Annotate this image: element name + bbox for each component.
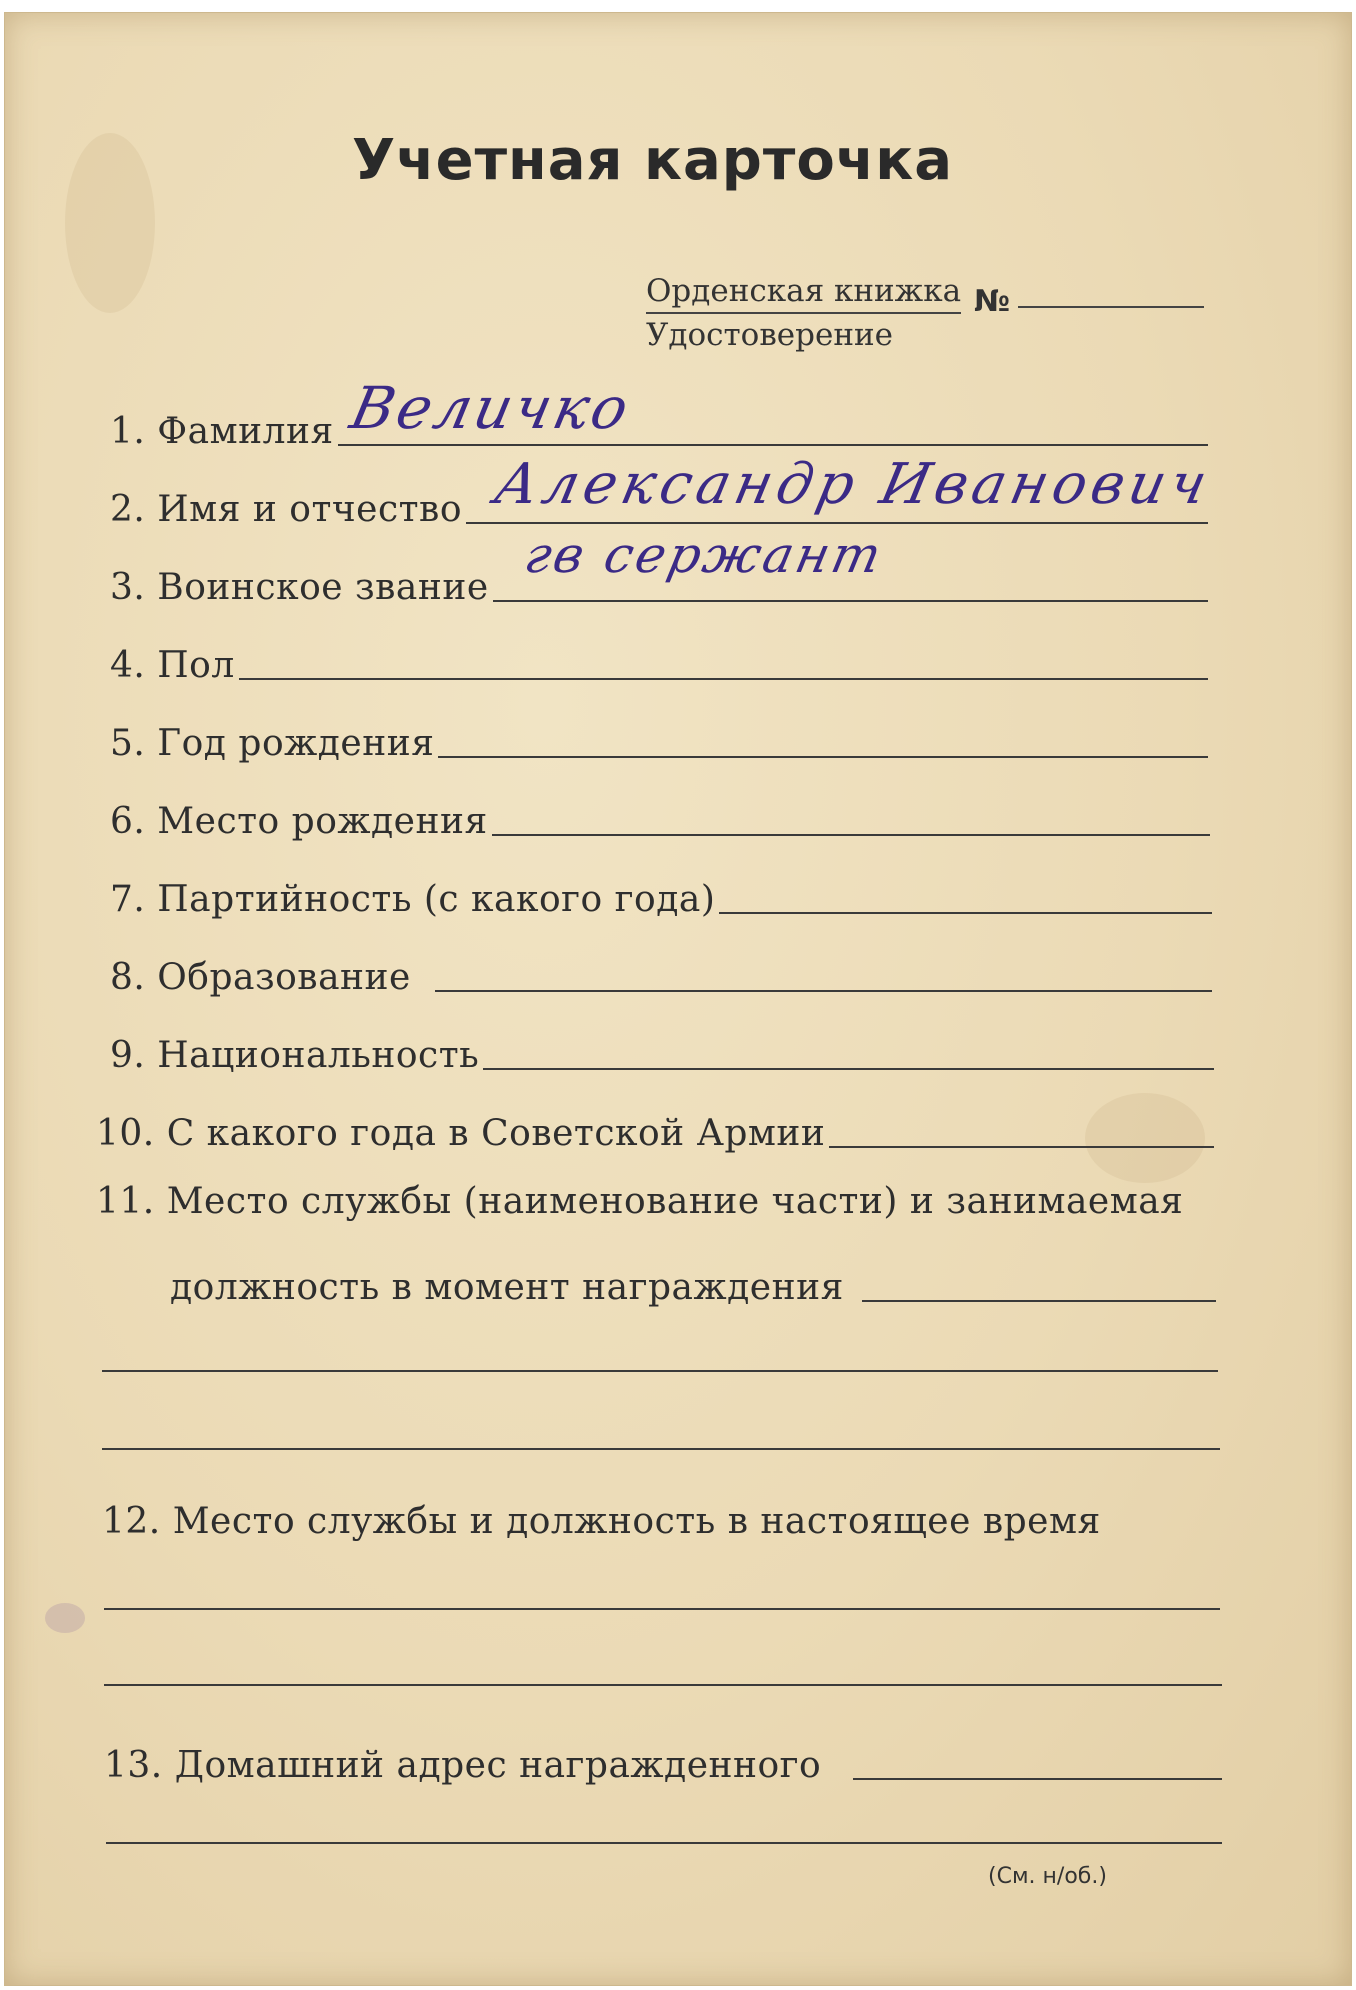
field-current-service-blank-2 (104, 1682, 1222, 1686)
field-nationality-label: 9. Национальность (110, 1035, 480, 1076)
paper-stain (45, 1603, 85, 1633)
field-service-award-label-line1: 11. Место службы (наименование части) и занимаемая (96, 1181, 1184, 1222)
field-birth-place-label: 6. Место рождения (110, 801, 488, 842)
field-sex-line (239, 676, 1208, 680)
number-sign: № (974, 284, 1011, 319)
field-education (110, 948, 1212, 998)
field-home-address-blank (106, 1840, 1222, 1844)
field-birth-place-line (492, 832, 1210, 836)
field-surname (110, 402, 1208, 452)
field-birth-year (110, 714, 1208, 764)
field-military-rank-label: 3. Воинское звание (110, 567, 489, 608)
field-name-patronymic-line (466, 520, 1208, 524)
document-type-block (646, 270, 961, 356)
handwritten-surname: Величко (344, 374, 638, 442)
field-home-address-label: 13. Домашний адрес награжденного (104, 1745, 822, 1786)
field-sex (110, 636, 1208, 686)
document-type-certificate: Удостоверение (646, 317, 893, 353)
field-military-rank-line (493, 598, 1208, 602)
handwritten-military-rank: гв сержант (519, 526, 890, 584)
field-party-label: 7. Партийность (с какого года) (110, 879, 716, 920)
field-home-address (104, 1736, 1222, 1786)
document-type-order-book: Орденская книжка (646, 270, 961, 314)
field-army-since-label: 10. С какого года в Советской Армии (96, 1113, 826, 1154)
number-blank-line (1018, 306, 1204, 308)
field-army-since-line (829, 1144, 1214, 1148)
field-nationality (110, 1026, 1214, 1076)
field-army-since (96, 1104, 1214, 1154)
field-birth-year-line (438, 754, 1208, 758)
field-birth-place (110, 792, 1210, 842)
field-current-service-blank-1 (104, 1606, 1220, 1610)
field-birth-year-label: 5. Год рождения (110, 723, 435, 764)
field-education-label: 8. Образование (110, 957, 411, 998)
field-current-service-label: 12. Место службы и должность в настоящее время (102, 1501, 1101, 1542)
field-service-award-blank-1 (102, 1368, 1218, 1372)
field-home-address-line (853, 1776, 1222, 1780)
paper-stain (65, 133, 155, 313)
card-title: Учетная карточка (352, 128, 954, 193)
field-name-patronymic-label: 2. Имя и отчество (110, 489, 462, 530)
field-service-award-label-line2: должность в момент награждения (170, 1267, 844, 1308)
field-service-award (170, 1258, 1216, 1308)
field-party (110, 870, 1212, 920)
field-surname-line (338, 442, 1208, 446)
see-reverse-note: (См. н/об.) (988, 1864, 1107, 1889)
field-sex-label: 4. Пол (110, 645, 235, 686)
handwritten-name-patronymic: Александр Иванович (489, 452, 1218, 517)
field-surname-label: 1. Фамилия (110, 411, 334, 452)
field-service-award-line (862, 1298, 1216, 1302)
field-party-line (719, 910, 1212, 914)
field-education-line (435, 988, 1212, 992)
field-service-award-blank-2 (102, 1446, 1220, 1450)
field-nationality-line (483, 1066, 1214, 1070)
